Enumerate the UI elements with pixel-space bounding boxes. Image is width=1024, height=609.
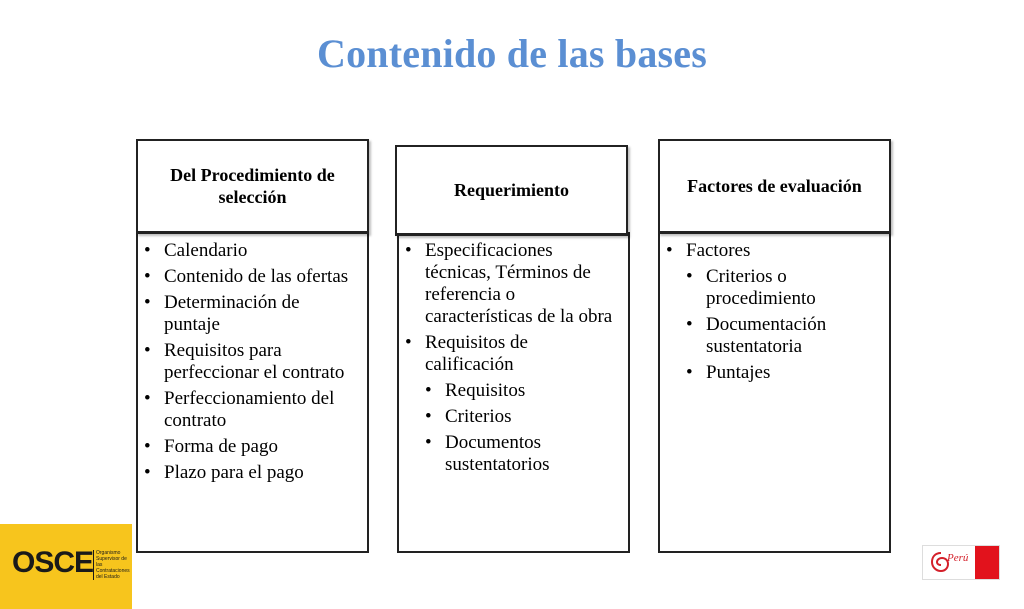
osce-logo-mark: OSCE	[12, 546, 94, 579]
header-text: Requerimiento	[454, 180, 569, 200]
sub-list-item: • Documentos sustentatorios	[425, 432, 617, 476]
list-item: • Especificaciones técnicas, Términos de referencia o características de la obra	[405, 240, 617, 328]
column-requerimiento-header	[395, 145, 628, 236]
osce-logo-text: Organismo Supervisor de las Contrataciones del Estado	[93, 550, 134, 580]
list-item: • Plazo para el pago	[144, 462, 356, 484]
list-item: • Requisitos de calificación • Requisitos • Criterios • Documentos sustentatorios	[405, 332, 617, 476]
list-item: • Requisitos para perfeccionar el contrato	[144, 340, 356, 384]
list-item: • Contenido de las ofertas	[144, 266, 356, 288]
list-item: • Perfeccionamiento del contrato	[144, 388, 356, 432]
slide-title: Contenido de las bases	[316, 31, 708, 76]
list-item: • Factores • Criterios o procedimiento • Documentación sustentatoria • Puntajes	[666, 240, 878, 384]
sub-list-item: • Criterios	[425, 406, 617, 428]
column-factores-list	[666, 240, 878, 388]
osce-logo	[0, 524, 132, 609]
sub-list-item: • Documentación sustentatoria	[686, 314, 878, 358]
column-procedimiento-header	[136, 139, 369, 234]
peru-logo-white-panel	[923, 546, 967, 579]
column-factores-header	[658, 139, 891, 234]
column-procedimiento-list	[144, 240, 356, 488]
peru-logo-red-panel	[975, 546, 999, 579]
list-item: • Forma de pago	[144, 436, 356, 458]
sub-list-item: • Requisitos	[425, 380, 617, 402]
header-text: Del Procedimiento de selección	[170, 165, 335, 207]
header-text: Factores de evaluación	[687, 176, 862, 196]
peru-logo-text: Perú	[947, 552, 969, 564]
sub-list-item: • Puntajes	[686, 362, 878, 384]
peru-logo	[922, 545, 1000, 580]
sub-list	[686, 266, 878, 384]
list-item: • Calendario	[144, 240, 356, 262]
column-requerimiento-list	[405, 240, 617, 480]
sub-list-item: • Criterios o procedimiento	[686, 266, 878, 310]
list-item: • Determinación de puntaje	[144, 292, 356, 336]
sub-list	[425, 380, 617, 476]
